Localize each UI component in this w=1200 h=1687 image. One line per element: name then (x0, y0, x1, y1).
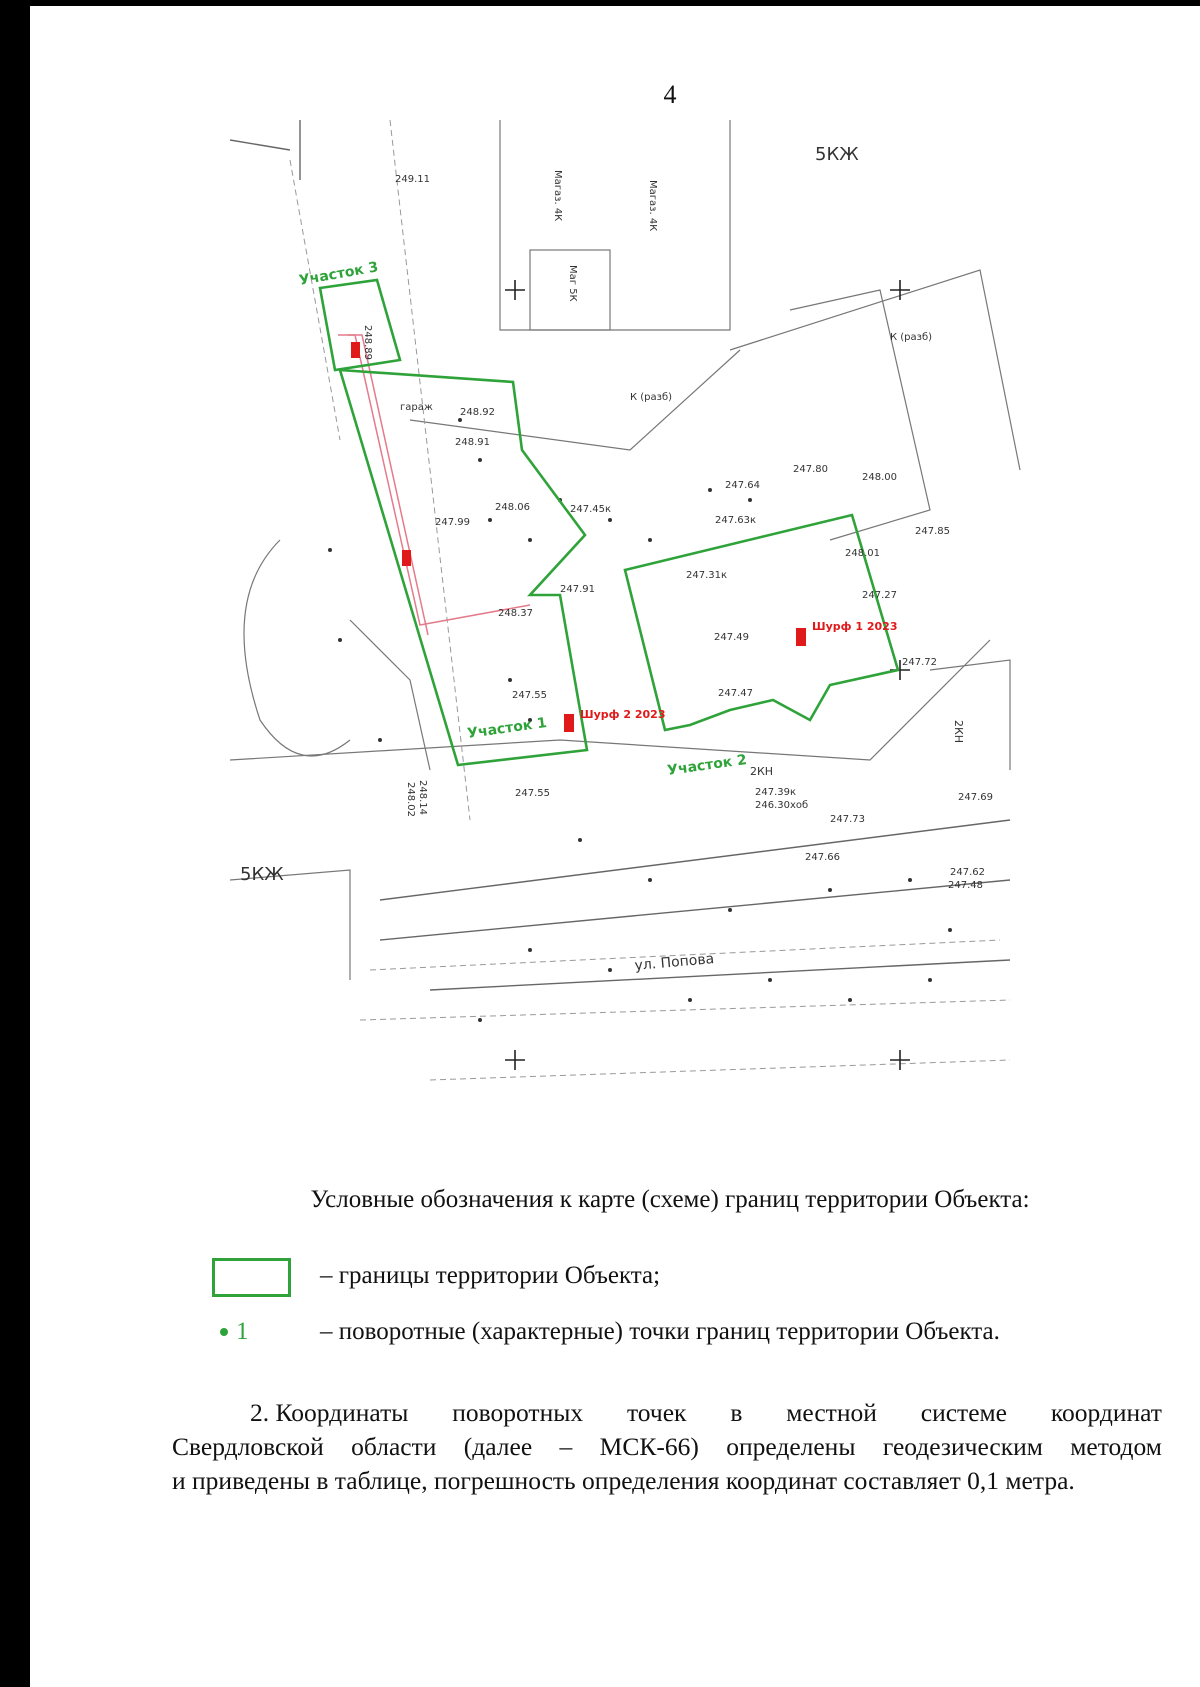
site-map (230, 120, 1070, 1160)
elevation-label: 247.64 (725, 480, 760, 491)
elevation-label: 247.27 (862, 590, 897, 601)
elevation-label: 247.39к (755, 787, 797, 798)
green-dot-icon (220, 1328, 228, 1336)
word: геодезическим (882, 1432, 1043, 1461)
elevation-label: 248.92 (460, 407, 495, 418)
elevation-label: 247.48 (948, 880, 983, 891)
elevation-label: 248.91 (455, 437, 490, 448)
elevation-label: 247.45к (570, 504, 612, 515)
paragraph-line-2 (172, 1430, 1162, 1464)
building-label: Магаз. 4К (647, 180, 658, 232)
word: 2. Координаты (250, 1398, 409, 1427)
turning-point-legend-symbol (220, 1318, 249, 1346)
word: методом (1070, 1432, 1162, 1461)
elevation-label: 247.47 (718, 688, 753, 699)
word: – (559, 1432, 573, 1461)
elevation-label: 248.14 (417, 780, 428, 815)
boundary-legend-swatch (212, 1258, 291, 1297)
plot-1-boundary (340, 370, 587, 765)
paragraph-line-1 (172, 1396, 1162, 1430)
building-label: Магаз. 4К (552, 170, 563, 222)
plot-3-label: Участок 3 (297, 259, 380, 289)
elevation-label: 247.91 (560, 584, 595, 595)
elevation-label: 247.99 (435, 517, 470, 528)
building-label: К (разб) (630, 392, 673, 403)
pit-1-label: Шурф 1 2023 (812, 620, 898, 633)
building-label: 5КЖ (240, 864, 284, 885)
elevation-label: 247.80 (793, 464, 828, 475)
coordinates-paragraph (172, 1396, 1162, 1498)
boundary-lines (320, 280, 898, 765)
word: системе (920, 1398, 1007, 1427)
plot-1-label: Участок 1 (466, 714, 548, 742)
pit-markers (351, 342, 806, 732)
elevation-label: 248.89 (362, 325, 373, 360)
elevation-label: 249.11 (395, 174, 430, 185)
word: точек (627, 1398, 687, 1427)
elevation-label: 248.00 (862, 472, 897, 483)
boundary-legend-text: – границы территории Объекта; (320, 1262, 661, 1289)
word: Свердловской (172, 1432, 324, 1461)
word: поворотных (452, 1398, 584, 1427)
elevation-label: 247.55 (515, 788, 550, 799)
word: в (730, 1398, 743, 1427)
building-label: 5КЖ (815, 144, 859, 165)
elevation-label: 247.69 (958, 792, 993, 803)
turning-point-legend-text: – поворотные (характерные) точки границ территории Объекта. (320, 1318, 1000, 1345)
elevation-label: 247.31к (686, 570, 728, 581)
street-curbs (230, 120, 1010, 990)
building-label: 2КН (952, 720, 965, 744)
building-label: К (разб) (890, 332, 933, 343)
elevation-label: 248.01 (845, 548, 880, 559)
building-label: Маг 5К (567, 265, 578, 302)
street-label: ул. Попова (633, 951, 715, 974)
word: области (351, 1432, 437, 1461)
plot-2-label: Участок 2 (666, 751, 748, 779)
elevation-labels (362, 174, 993, 891)
page-number: 4 (663, 80, 677, 109)
word: (далее (463, 1432, 533, 1461)
elevation-label: 246.30хоб (755, 800, 809, 811)
elevation-label: 247.63к (715, 515, 757, 526)
turning-point-number: 1 (236, 1318, 249, 1345)
elevation-label: 247.72 (902, 657, 937, 668)
elevation-label: 247.73 (830, 814, 865, 825)
building-label: 2КН (750, 765, 774, 778)
background-buildings (230, 120, 1020, 980)
elevation-label: 248.02 (405, 782, 416, 817)
elevation-label: 248.37 (498, 608, 533, 619)
elevation-label: 247.55 (512, 690, 547, 701)
paragraph-line-3: и приведены в таблице, погрешность определения координат составляет 0,1 метра. (172, 1466, 1075, 1495)
legend-title: Условные обозначения к карте (схеме) границ территории Объекта: (310, 1186, 1030, 1213)
building-label: гараж (400, 402, 433, 413)
pit-2-label: Шурф 2 2023 (580, 708, 666, 721)
street-lines (290, 120, 1010, 1080)
scan-top-edge (30, 0, 1200, 6)
elevation-label: 248.06 (495, 502, 530, 513)
elevation-label: 247.85 (915, 526, 950, 537)
scan-left-edge (0, 0, 30, 1687)
site-map-drawing (230, 120, 1070, 1160)
word: местной (786, 1398, 877, 1427)
elevation-label: 247.49 (714, 632, 749, 643)
elevation-label: 247.62 (950, 867, 985, 878)
word: определены (726, 1432, 856, 1461)
word: координат (1050, 1398, 1162, 1427)
word: МСК-66) (599, 1432, 699, 1461)
elevation-label: 247.66 (805, 852, 840, 863)
